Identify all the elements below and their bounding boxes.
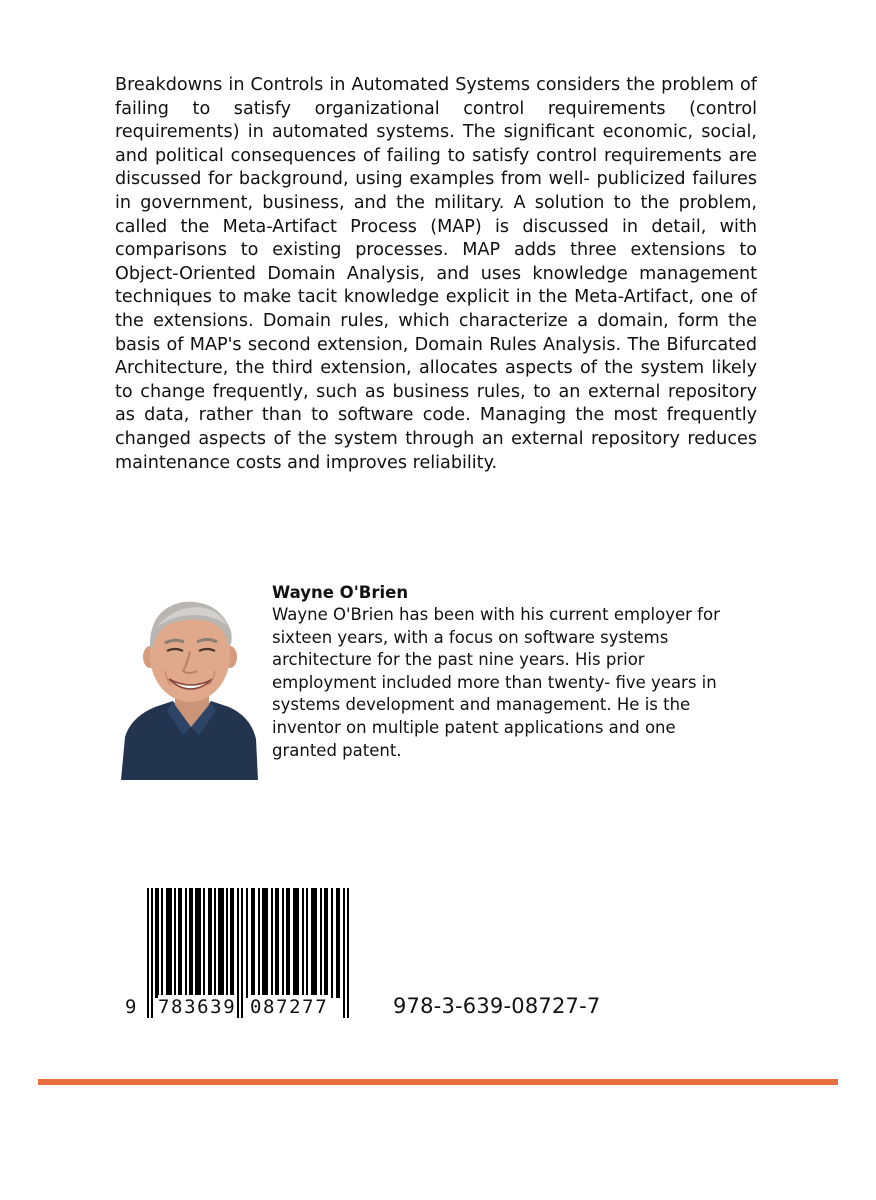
author-bio: Wayne O'Brien has been with his current employer for sixteen years, with a focus on software systems architecture for the past nine years. His prior employment included more than twenty- five years in systems development and management. He is the inventor on multiple patent applications and one granted patent. bbox=[272, 605, 720, 760]
isbn-number: 978-3-639-08727-7 bbox=[393, 994, 601, 1018]
book-description: Breakdowns in Controls in Automated Systems considers the problem of failing to satisfy organizational control requirements (control requirements) in automated systems. The significant economic, social, and political consequences of failing to satisfy control requirements are discussed for background, using examples from well- publicized failures in government, business, and the military. A solution to the problem, called the Meta-Artifact Process (MAP) is discussed in detail, with comparisons to existing processes. MAP adds three extensions to Object-Oriented Domain Analysis, and uses knowledge management techniques to make tacit knowledge explicit in the Meta-Artifact, one of the extensions. Domain rules, which characterize a domain, form the basis of MAP's second extension, Domain Rules Analysis. The Bifurcated Architecture, the third extension, allocates aspects of the system likely to change frequently, such as business rules, to an external repository as data, rather than to software code. Managing the most frequently changed aspects of the system through an external repository reduces maintenance costs and improves reliability. bbox=[115, 75, 757, 473]
orange-divider bbox=[38, 1079, 838, 1085]
author-photo bbox=[121, 587, 258, 780]
barcode-digits bbox=[125, 995, 373, 1021]
barcode-digits-left: 783639 bbox=[158, 996, 237, 1018]
barcode-digit-prefix: 9 bbox=[125, 996, 137, 1018]
author-name: Wayne O'Brien bbox=[272, 583, 409, 602]
barcode-digits-right: 087277 bbox=[250, 996, 329, 1018]
